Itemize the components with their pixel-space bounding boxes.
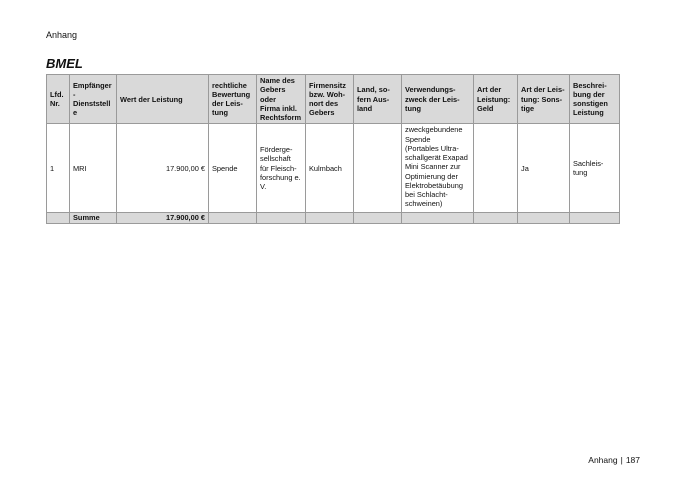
col-header-verwendungszweck: Verwendungs- zweck der Leis- tung — [402, 75, 474, 124]
footer-section: Anhang — [588, 455, 618, 465]
cell-empfaenger: MRI — [70, 124, 117, 213]
sum-cell-empty — [474, 213, 518, 223]
cell-art-geld — [474, 124, 518, 213]
running-header: Anhang — [46, 30, 78, 40]
sum-value: 17.900,00 € — [117, 213, 209, 223]
sum-cell-empty — [306, 213, 354, 223]
table-row — [47, 124, 620, 213]
cell-land — [354, 124, 402, 213]
col-header-empfaenger: Empfänger- Dienststelle — [70, 75, 117, 124]
sum-cell-empty — [402, 213, 474, 223]
sum-cell-empty — [518, 213, 570, 223]
col-header-wert: Wert der Leistung — [117, 75, 209, 124]
sum-cell-empty — [257, 213, 306, 223]
cell-firmensitz: Kulmbach — [306, 124, 354, 213]
col-header-lfd-nr: Lfd. Nr. — [47, 75, 70, 124]
sum-cell-empty — [209, 213, 257, 223]
sum-cell-empty — [354, 213, 402, 223]
col-header-geber: Name des Gebers oder Firma inkl. Rechtsform — [257, 75, 306, 124]
sum-cell-empty — [47, 213, 70, 223]
sum-row — [47, 213, 620, 223]
cell-bewertung: Spende — [209, 124, 257, 213]
cell-beschreibung: Sachleis- tung — [570, 124, 620, 213]
section-title: BMEL — [46, 56, 83, 71]
col-header-land: Land, so- fern Aus- land — [354, 75, 402, 124]
col-header-firmensitz: Firmensitz bzw. Woh- nort des Gebers — [306, 75, 354, 124]
col-header-art-sonstige: Art der Leis- tung: Sons- tige — [518, 75, 570, 124]
page-footer — [588, 455, 640, 465]
cell-wert: 17.900,00 € — [117, 124, 209, 213]
col-header-art-geld: Art der Leistung: Geld — [474, 75, 518, 124]
cell-verwendungszweck: zweckgebundene Spende (Portables Ultra- schallgerät Exapad Mini Scanner zur Optimierung der Elektrobetäubung bei Schlacht- schweinen) — [402, 124, 474, 213]
table-header-row — [47, 75, 620, 124]
cell-lfd-nr: 1 — [47, 124, 70, 213]
col-header-beschreibung: Beschrei- bung der sonstigen Leistung — [570, 75, 620, 124]
cell-art-sonstige: Ja — [518, 124, 570, 213]
sum-cell-empty — [570, 213, 620, 223]
footer-separator: | — [620, 455, 623, 465]
sum-label: Summe — [70, 213, 117, 223]
cell-geber: Förderge- sellschaft für Fleisch- forschung e. V. — [257, 124, 306, 213]
page-number: 187 — [625, 455, 640, 465]
donations-table — [46, 74, 620, 224]
col-header-bewertung: rechtliche Bewertung der Leis- tung — [209, 75, 257, 124]
